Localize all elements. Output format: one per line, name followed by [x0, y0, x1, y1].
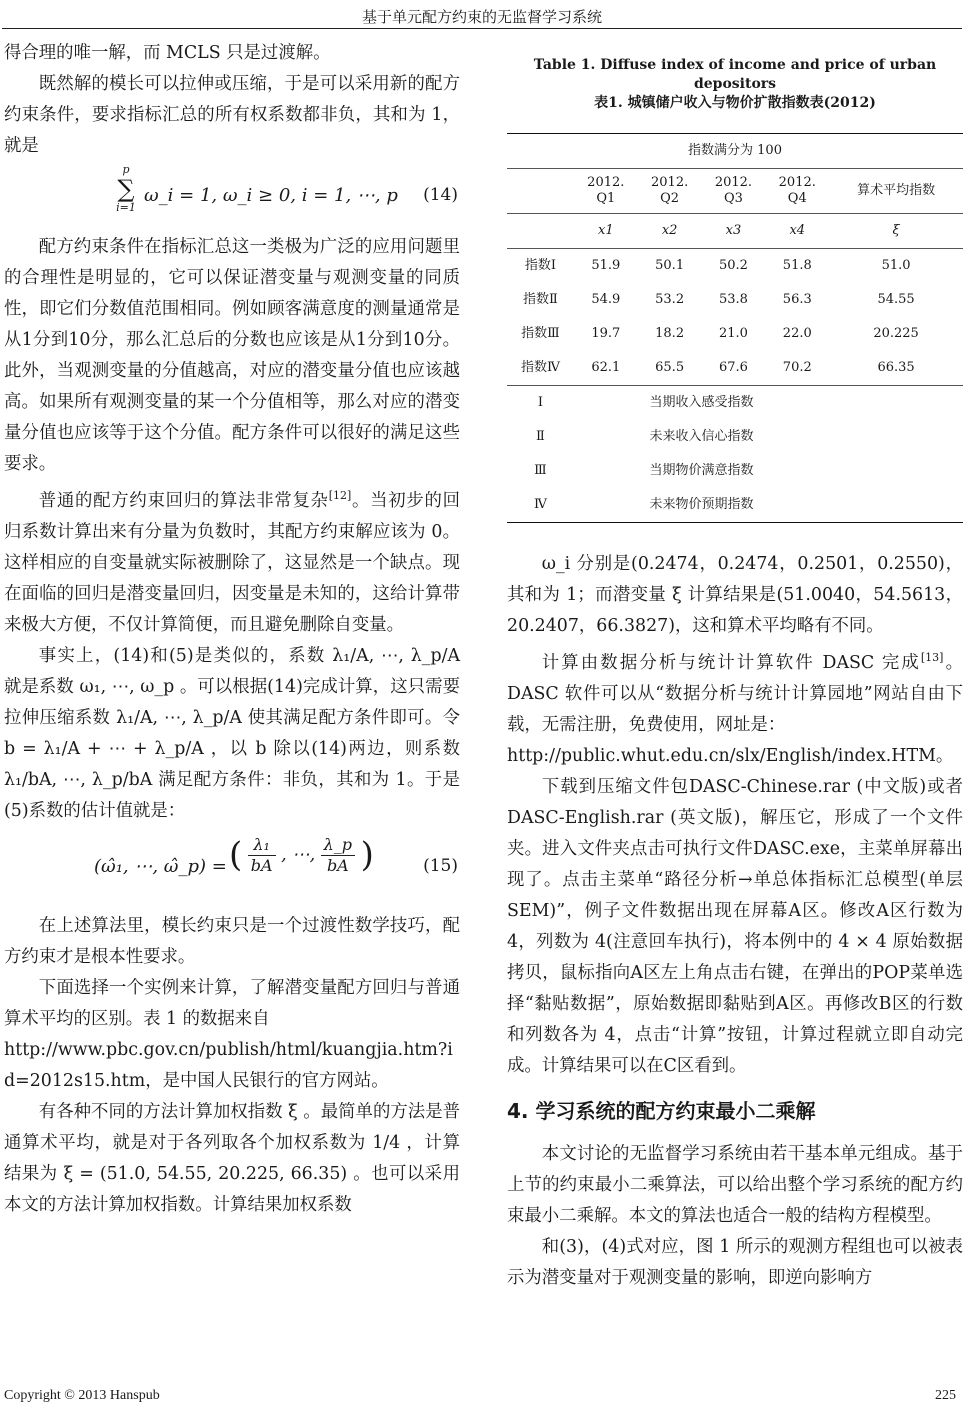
legend-row: Ⅱ 未来收入信心指数 — [536, 429, 754, 444]
table-row: 指数Ⅰ 51.9 50.1 50.2 51.8 51.0 — [524, 258, 911, 273]
url-text: http://www.pbc.gov.cn/publish/html/kuangjia.htm?id=2012s15.htm，是中国人民银行的官方网站。 — [4, 1039, 453, 1091]
summation-symbol: p ∑ i=1 — [116, 163, 136, 214]
table-caption-cn: 表1. 城镇储户收入与物价扩散指数表(2012) — [594, 95, 876, 111]
paragraph: 和(3)，(4)式对应，图 1 所示的观测方程组也可以被表示为潜变量对于观测变量的影响，即逆向影响方 — [507, 1236, 963, 1288]
paragraph: 下载到压缩文件包DASC-Chinese.rar (中文版)或者DASC-English.rar (英文版)，解压它，形成了一个文件夹。进入文件夹点击可执行文件DASC.exe，主菜单屏幕出现了。点击主菜单“路径分析→单总体指标汇总模型(单层SEM)”，例子文件数据出现在屏幕A区。修改A区行数为 4，列数为 4(注意回车执行)，将本例中的 4 × 4 原始数据拷贝，鼠标指向A区左上角点击右键，在弹出的POP菜单选择“黏贴数据”，原始数据即黏贴到A区。再修改B区的行数和列数各为 4，点击“计算”按钮，计算过程就立即自动完成。计算结果可以在C区看到。 — [507, 776, 963, 1076]
paragraph: 下面选择一个实例来计算，了解潜变量配方回归与普通算术平均的区别。表 1 的数据来自 — [4, 977, 460, 1029]
column-header: 算术平均指数 — [829, 169, 963, 214]
data-table — [507, 133, 963, 523]
legend-row: Ⅲ 当期物价满意指数 — [534, 463, 754, 478]
equation-15 — [4, 829, 460, 909]
column-header: 2012. Q2 — [638, 169, 702, 214]
table-header-full-score: 指数满分为 100 — [507, 134, 963, 169]
equation-lhs: (ω̂₁, ⋯, ω̂_p) = — [94, 855, 227, 877]
paragraph: 得合理的唯一解，而 MCLS 只是过渡解。 — [4, 43, 331, 63]
paragraph: 在上述算法里，模长约束只是一个过渡性数学技巧，配方约束才是根本性要求。 — [4, 915, 460, 967]
paragraph: 本文讨论的无监督学习系统由若干基本单元组成。基于上节的约束最小二乘算法，可以给出整个学习系统的配方约束最小二乘解。本文的算法也适合一般的结构方程模型。 — [507, 1143, 963, 1226]
page-number: 225 — [935, 1388, 956, 1403]
table-row: 指数Ⅳ 62.1 65.5 67.6 70.2 66.35 — [507, 351, 963, 386]
paragraph: 有各种不同的方法计算加权指数 ξ 。最简单的方法是普通算术平均，就是对于各列取各个加权系数为 1/4 ，计算结果为 ξ = (51.0, 54.55, 20.225, 66.35) 。也可以采用本文的方法计算加权指数。计算结果加权系数 — [4, 1101, 460, 1215]
paragraph: 计算由数据分析与统计计算软件 DASC 完成[13]。DASC 软件可以从“数据分析与统计计算园地”网站自由下载，无需注册，免费使用，网址是： — [507, 651, 963, 735]
url-text: http://public.whut.edu.cn/slx/English/index.HTM。 — [507, 745, 954, 766]
table-corner — [507, 169, 574, 214]
header-rule — [2, 28, 962, 29]
variable-label: x2 — [638, 214, 702, 249]
equation-body: ω_i = 1, ω_i ≥ 0, i = 1, ⋯, p — [144, 185, 398, 206]
paragraph: 配方约束条件在指标汇总这一类极为广泛的应用问题里的合理性是明显的，它可以保证潜变量与观测变量的同质性，即它们分数值范围相同。例如顾客满意度的测量通常是从1分到10分，那么汇总后的分数也应该是从1分到10分。此外，当观测变量的分值越高，对应的潜变量分值也应该越高。如果所有观测变量的某一个分值相等，那么对应的潜变量分值也应该等于这个分值。配方条件可以很好的满足这些要求。 — [4, 237, 460, 474]
running-header: 基于单元配方约束的无监督学习系统 — [361, 8, 602, 26]
legend-row: Ⅳ 未来物价预期指数 — [507, 488, 963, 523]
citation: [12] — [328, 489, 352, 502]
column-header: 2012. Q1 — [574, 169, 638, 214]
left-column — [4, 38, 460, 1221]
paragraph: ω_i 分别是(0.2474，0.2474，0.2501，0.2550)，其和为 1；而潜变量 ξ 计算结果是(51.0040，54.5613，20.2407，66.3827)，这和算术平均略有不同。 — [507, 554, 963, 636]
variable-label: ξ — [829, 214, 963, 249]
section-heading: 4. 学习系统的配方约束最小二乘解 — [507, 1098, 816, 1123]
citation: [13] — [920, 651, 944, 664]
variable-label: x1 — [574, 214, 638, 249]
column-header: 2012. Q3 — [702, 169, 766, 214]
table-caption-en: Table 1. Diffuse index of income and price of urban depositors — [533, 57, 937, 92]
table-row: 指数Ⅲ 19.7 18.2 21.0 22.0 20.225 — [521, 326, 919, 341]
equation-number: (15) — [423, 855, 458, 876]
column-header: 2012. Q4 — [765, 169, 829, 214]
equation-rhs: ( $\frac{\text{λ₁}}{bA}$ , ⋯, $\frac{\lambda\_p}{bA}$ ) — [229, 834, 374, 875]
paragraph: 事实上，(14)和(5)是类似的，系数 λ₁/A, ⋯, λ_p/A 就是系数 ω₁, ⋯, ω_p 。可以根据(14)完成计算，这只需要拉伸压缩系数 λ₁/A, ⋯, λ_p/A 使其满足配方条件即可。令 b = λ₁/A + ⋯ + λ_p/A ，以 b 除以(14)两边，则系数 λ₁/bA, ⋯, λ_p/bA 满足配方条件：非负，其和为 1。于是(5)系数的估计值就是： — [4, 645, 460, 821]
right-column — [507, 38, 963, 1294]
paragraph: 既然解的模长可以拉伸或压缩，于是可以采用新的配方约束条件，要求指标汇总的所有权系数都非负，其和为 1，就是 — [4, 74, 460, 156]
variable-label: x4 — [765, 214, 829, 249]
equation-14 — [4, 164, 460, 230]
variable-label: x3 — [702, 214, 766, 249]
legend-row: Ⅰ 当期收入感受指数 — [537, 395, 754, 410]
equation-number: (14) — [423, 185, 458, 205]
table-row: 指数Ⅱ 54.9 53.2 53.8 56.3 54.55 — [523, 292, 915, 307]
fraction: $\frac{\text{λ₁}}{bA}$ — [248, 835, 276, 876]
fraction: $\frac{\lambda\_p}{bA}$ — [321, 835, 355, 876]
paragraph: 普通的配方约束回归的算法非常复杂[12]。当初步的回归系数计算出来有分量为负数时，其配方约束解应该为 0。这样相应的自变量就实际被删除了，这显然是一个缺点。现在面临的回归是潜变量回归，因变量是未知的，这给计算带来极大方便，不仅计算简便，而且避免删除自变量。 — [4, 489, 460, 635]
copyright-footer: Copyright © 2013 Hanspub — [4, 1388, 160, 1403]
